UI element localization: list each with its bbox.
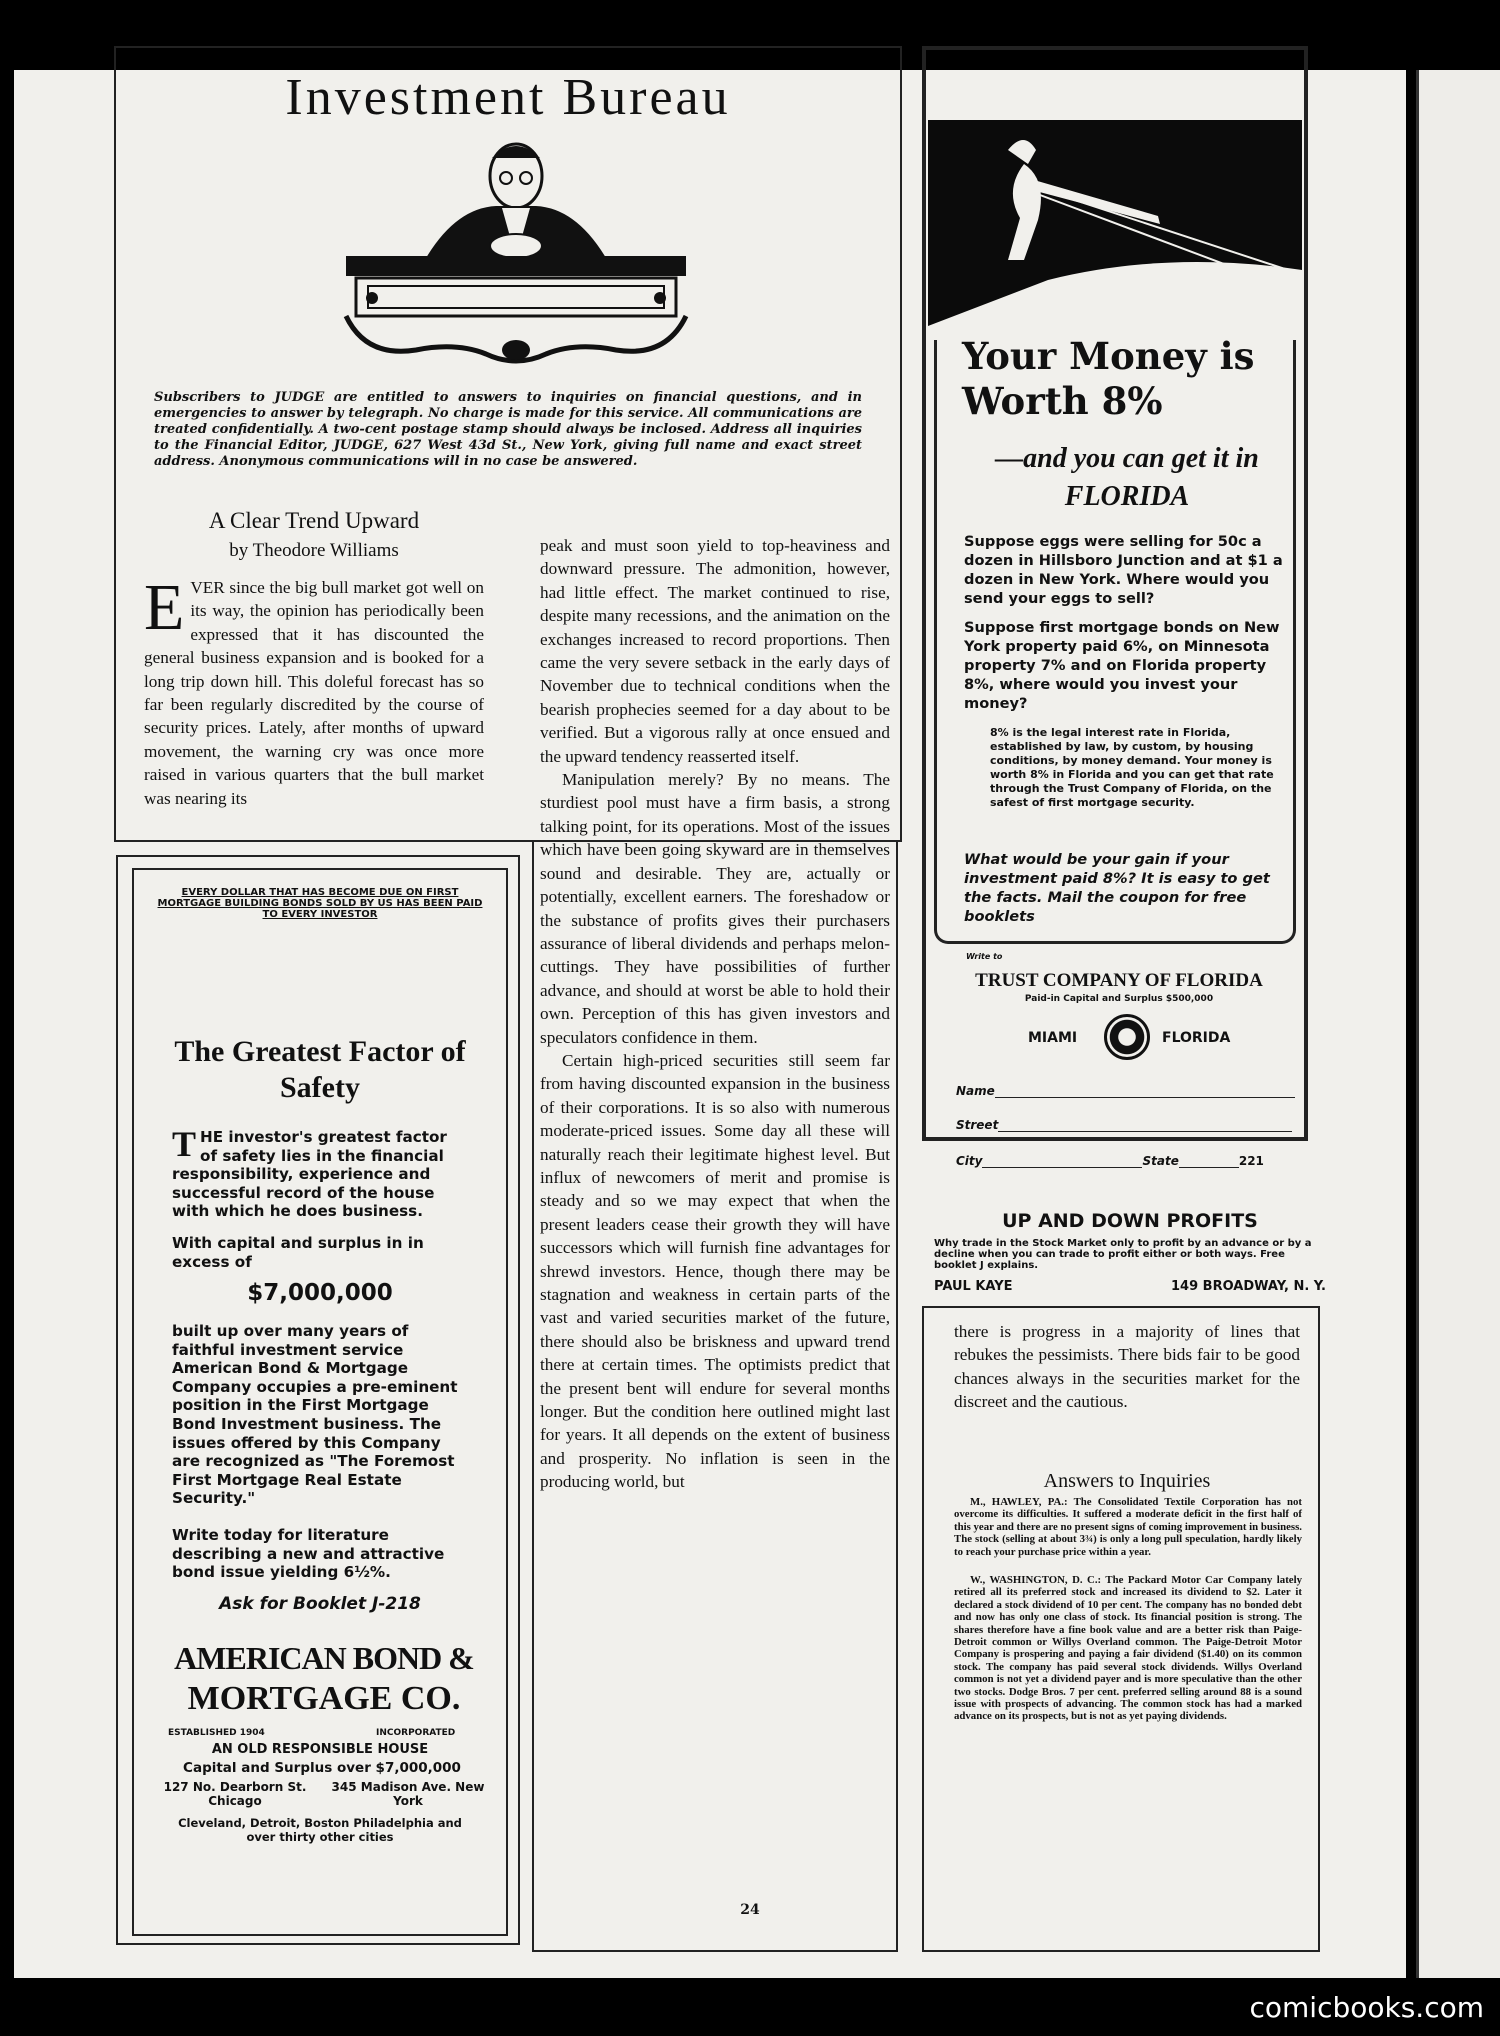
responsible-house: AN OLD RESPONSIBLE HOUSE: [211, 1742, 429, 1757]
florida-paragraph-4: What would be your gain if your investment paid 8%? It is easy to get the facts. Mail the coupon for free booklets: [964, 851, 1270, 925]
ad-paragraph-2: With capital and surplus in in excess of: [172, 1234, 424, 1271]
florida-paragraph-2: Suppose first mortgage bonds on New York property paid 6%, on Minnesota property 7% and on Florida property 8%, where would you invest your money?: [964, 619, 1280, 712]
incorporated-label: INCORPORATED: [376, 1728, 456, 1738]
address-chicago: 127 No. Dearborn St. Chicago: [163, 1780, 307, 1808]
coupon-street-label: Street: [956, 1118, 999, 1132]
company-name-line-2: MORTGAGE CO.: [187, 1680, 461, 1717]
profits-ad: [934, 1210, 1326, 1294]
ad-paragraph-1: [172, 1124, 468, 1221]
city-miami: MIAMI: [1028, 1030, 1078, 1046]
florida-subhead: —and you can get it in FLORIDA: [995, 443, 1259, 512]
bureau-title: Investment Bureau: [285, 69, 731, 126]
ad-booklet: Ask for Booklet J-218: [219, 1594, 421, 1614]
florida-paragraph-1: Suppose eggs were selling for 50c a dozen in Hillsboro Junction and at $1 a dozen in New York. Where would you send your eggs to sell?: [964, 533, 1283, 607]
profits-title: UP AND DOWN PROFITS: [1002, 1210, 1258, 1232]
coupon-code: 221: [1238, 1154, 1264, 1168]
profits-address: 149 BROADWAY, N. Y.: [1171, 1279, 1326, 1294]
inquiry-answer-2: W., WASHINGTON, D. C.: The Packard Motor Car Company lately retired all its preferred stock and increased its dividend to $2. Later it declared a stock dividend of 10 per cent. The company has no bonded debt and now has only one class of stock. Its financial position is strong. The shares therefore have a fine book value and are a better risk than Paige-Detroit common or Willys Overland common. The Paige-Detroit Motor Company is prospering and paying a fair dividend ($1.40) on its common stock. The company has paid several stock dividends. Willys Overland common is not yet a dividend payer and is more speculative than the other two stocks. Dodge Bros. 7 per cent. preferred selling around 88 is a sound issue with prospects of advancing. The common stock has had a marked advance on its prospects, but is not as yet paying dividends.: [954, 1574, 1302, 1723]
ad-amount: $7,000,000: [247, 1280, 393, 1306]
write-to-label: Write to: [966, 952, 1003, 961]
worker-pulling-rope-icon: [928, 120, 1302, 326]
trust-company-capital: Paid-in Capital and Surplus $500,000: [1024, 994, 1214, 1004]
coupon-name-label: Name: [956, 1084, 995, 1098]
ad-drop-cap: T: [172, 1124, 197, 1164]
profits-address-row: [934, 1279, 1326, 1294]
state-florida: FLORIDA: [1162, 1030, 1231, 1046]
florida-ad-illustration: [928, 120, 1302, 326]
article-title: A Clear Trend Upward: [208, 508, 420, 533]
paragraph: Manipulation merely? By no means. The sturdiest pool must have a firm basis, a strong talking point, for its operations. Most of the issues which have been going skyward are in themselves sound and desirable. They are, actually or potentially, excellent earners. The foreshadow or the substance of profits gives their purchasers assurance of liberal dividends and perhaps melon-cuttings. They have possibilities of further advance, and should at worst be able to hold their own. Perception of this has given investors and speculators confidence in them.: [540, 770, 890, 1047]
next-page-edge: [1416, 70, 1500, 1978]
coupon-state-line[interactable]: [1179, 1155, 1239, 1168]
florida-legal-rate: 8% is the legal interest rate in Florida, established by law, by custom, by housing conditions, by money demand. Your money is worth 8% in Florida and you can get that rate through the Trust Company of Florida, on the safest of first mortgage security.: [990, 726, 1274, 809]
article-column-3: there is progress in a majority of lines that rebukes the pessimists. There bids fair to be good chances always in the securities market for the discreet and the cautious.: [954, 1322, 1300, 1412]
article-column-1: [144, 571, 484, 810]
coupon-city-row[interactable]: [956, 1154, 1296, 1168]
coupon-city-label: City: [956, 1154, 983, 1168]
site-watermark: comicbooks.com: [1249, 1991, 1484, 2024]
coupon-name-row[interactable]: [956, 1084, 1296, 1098]
florida-seal-icon: [1104, 1014, 1150, 1060]
inquiry-answer-1: M., HAWLEY, PA.: The Consolidated Textile Corporation has not overcome its difficulties. It suffered a moderate deficit in the first half of this year and there are no present signs of coming improvement in business. The stock (selling at about 3¾) is only a long pull speculation, hardly likely to reach your purchase price within a year.: [954, 1496, 1302, 1558]
established-year: ESTABLISHED 1904: [168, 1728, 265, 1738]
florida-text-frame: [934, 340, 1296, 944]
page-number: 24: [740, 1902, 760, 1918]
capital-line: Capital and Surplus over $7,000,000: [183, 1760, 461, 1776]
ad-paragraph-4: Write today for literature describing a new and attractive bond issue yielding 6½%.: [172, 1526, 445, 1582]
coupon-city-line[interactable]: [982, 1155, 1142, 1168]
coupon-street-row[interactable]: [956, 1118, 1296, 1132]
ad-paragraph-1-text: HE investor's greatest factor of safety lies in the financial responsibility, experience and successful record of the house with which he does business.: [172, 1128, 447, 1221]
profits-text: Why trade in the Stock Market only to profit by an advance or by a decline when you can trade to profit either or both ways. Free booklet J explains.: [934, 1238, 1312, 1271]
inquiries-title: Answers to Inquiries: [1043, 1470, 1211, 1492]
ad-title: The Greatest Factor of Safety: [174, 1035, 466, 1104]
profits-name: PAUL KAYE: [934, 1279, 1013, 1294]
coupon-state-label: State: [1142, 1154, 1179, 1168]
article-column-2-border: [532, 842, 898, 1952]
column-1-text: VER since the big bull market got well on its way, the opinion has periodically been expressed that it has discounted the general business expansion and is booked for a long trip down hill. This doleful forecast has so far been regularly discredited by the course of security prices. Lately, after months of upward movement, the warning cry was once more raised in various quarters that the bull market was nearing its: [144, 578, 484, 808]
article-byline: by Theodore Williams: [229, 540, 399, 561]
ad-paragraph-3: built up over many years of faithful investment service American Bond & Mortgage Company occupies a pre-eminent position in the First Mortgage Bond Investment business. The issues offered by this Company are recognized as "The Foremost First Mortgage Real Estate Security.": [172, 1322, 458, 1508]
ad-banner: EVERY DOLLAR THAT HAS BECOME DUE ON FIRST MORTGAGE BUILDING BONDS SOLD BY US HAS BEEN PAID TO EVERY INVESTOR: [157, 887, 483, 920]
florida-headline: Your Money is Worth 8%: [962, 334, 1255, 423]
paragraph: peak and must soon yield to top-heaviness and downward pressure. The admonition, however, had little effect. The market continued to rise, despite many recessions, and the animation on the exchanges increased to record proportions. Then came the very severe setback in the early days of November due to technical conditions when the bearish prophecies seemed for a day about to be verified. But a vigorous rally at once ensued and the upward tendency reasserted itself.: [540, 536, 890, 766]
paragraph: Certain high-priced securities still seem far from having discounted expansion in the business of their corporations. It is so also with numerous moderate-priced issues. Some day all these will naturally reach their legitimate highest level. But influx of newcomers of merit and promise is steady and so we may expect that when the present leaders cease their growth they will have successors which will furnish fine advantages for shrewd investors. Hence, though there may be stagnation and weakness in certain parts of the vast and varied securities market of the future, there should also be briskness and upward trend there at certain times. The optimists predict that the present bent will endure for several months longer. But the condition here outlined might last for years. It all depends on the extent of business and prosperity. No inflation is seen in the producing world, but: [540, 1050, 890, 1492]
bureau-intro: Subscribers to JUDGE are entitled to answers to inquiries on financial questions, and in emergencies to answer by telegraph. No charge is made for this service. All communications are treated confidentially. A two-cent postage stamp should always be inclosed. Address all inquiries to the Financial Editor, JUDGE, 627 West 43d St., New York, giving full name and exact street address. Anonymous communications will in no case be answered.: [154, 390, 862, 469]
address-new-york: 345 Madison Ave. New York: [331, 1780, 485, 1808]
trust-company-name: TRUST COMPANY OF FLORIDA: [975, 970, 1263, 991]
drop-cap: E: [144, 571, 185, 644]
bureau-illustration: [306, 128, 726, 378]
coupon-street-line[interactable]: [998, 1119, 1292, 1132]
branch-cities: Cleveland, Detroit, Boston Philadelphia and over thirty other cities: [178, 1816, 462, 1844]
coupon-name-line[interactable]: [995, 1085, 1295, 1098]
company-name-line-1: AMERICAN BOND &: [174, 1640, 474, 1676]
